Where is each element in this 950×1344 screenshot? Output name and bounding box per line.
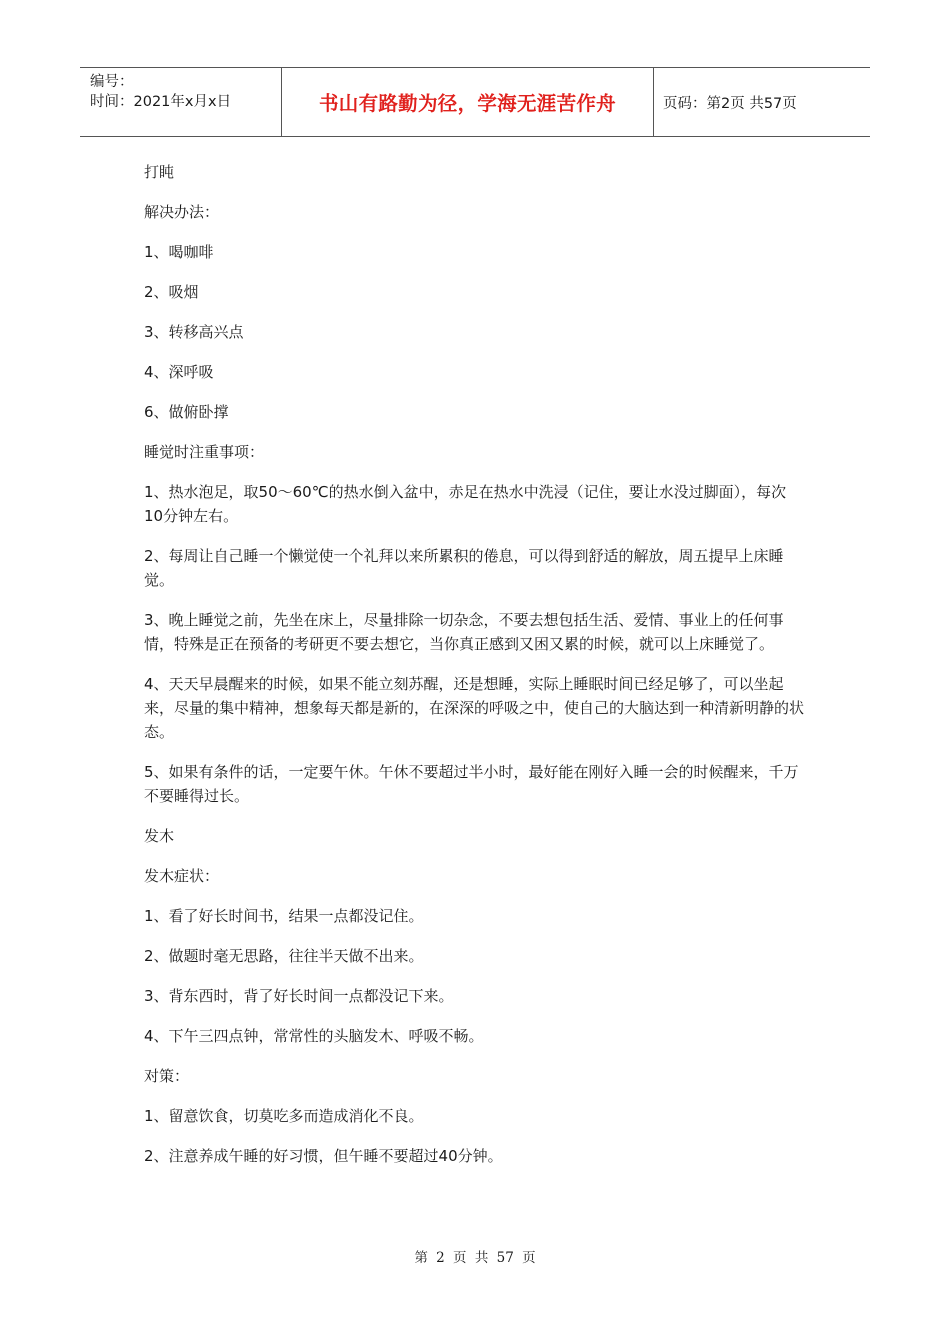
list-item: 4、天天早晨醒来的时候，如果不能立刻苏醒，还是想睡，实际上睡眠时间已经足够了，可以坐起来，尽量的集中精神，想象每天都是新的，在深深的呼吸之中，使自己的大脑达到一种清新明静的状态。 bbox=[144, 675, 805, 741]
sleep-tips-heading: 睡觉时注重事项： bbox=[144, 443, 265, 461]
page-footer: 第 2 页 共 57 页 bbox=[414, 1250, 536, 1266]
header-meta bbox=[80, 68, 281, 136]
doc-number-label: 编号： bbox=[90, 74, 134, 90]
doc-date-label: 时间：2021年x月x日 bbox=[90, 94, 232, 110]
list-item: 1、热水泡足，取50～60℃的热水倒入盆中，赤足在热水中洗浸（记住，要让水没过脚面），每次10分钟左右。 bbox=[144, 483, 787, 525]
page-header bbox=[80, 67, 870, 137]
list-item: 1、留意饮食，切莫吃多而造成消化不良。 bbox=[144, 1107, 424, 1125]
countermeasures-heading: 对策： bbox=[144, 1067, 190, 1085]
header-page-cell bbox=[654, 68, 870, 136]
list-item: 1、喝咖啡 bbox=[144, 243, 214, 261]
list-item: 2、每周让自己睡一个懒觉使一个礼拜以来所累积的倦息，可以得到舒适的解放，周五提早上床睡觉。 bbox=[144, 547, 784, 589]
list-item: 4、下午三四点钟，常常性的头脑发木、呼吸不畅。 bbox=[144, 1027, 484, 1045]
solutions-heading: 解决办法： bbox=[144, 203, 220, 221]
list-item: 3、晚上睡觉之前，先坐在床上，尽量排除一切杂念，不要去想包括生活、爱情、事业上的任何事情，特殊是正在预备的考研更不要去想它，当你真正感到又困又累的时候，就可以上床睡觉了。 bbox=[144, 611, 784, 653]
header-page-info: 页码：第2页 共57页 bbox=[663, 95, 797, 112]
list-item: 2、吸烟 bbox=[144, 283, 199, 301]
document-body bbox=[144, 160, 804, 1184]
section-heading-numb: 发木 bbox=[144, 827, 175, 845]
list-item: 1、看了好长时间书，结果一点都没记住。 bbox=[144, 907, 424, 925]
list-item: 2、注意养成午睡的好习惯，但午睡不要超过40分钟。 bbox=[144, 1147, 503, 1165]
symptoms-heading: 发木症状： bbox=[144, 867, 220, 885]
list-item: 3、背东西时，背了好长时间一点都没记下来。 bbox=[144, 987, 454, 1005]
list-item: 6、做俯卧撑 bbox=[144, 403, 229, 421]
list-item: 2、做题时毫无思路，往往半天做不出来。 bbox=[144, 947, 424, 965]
list-item: 5、如果有条件的话，一定要午休。午休不要超过半小时，最好能在刚好入睡一会的时候醒来，千万不要睡得过长。 bbox=[144, 763, 799, 805]
list-item: 3、转移高兴点 bbox=[144, 323, 244, 341]
section-heading-doze: 打盹 bbox=[144, 163, 175, 181]
list-item: 4、深呼吸 bbox=[144, 363, 214, 381]
header-motto: 书山有路勤为径，学海无涯苦作舟 bbox=[318, 92, 616, 115]
header-motto-cell bbox=[281, 68, 654, 136]
